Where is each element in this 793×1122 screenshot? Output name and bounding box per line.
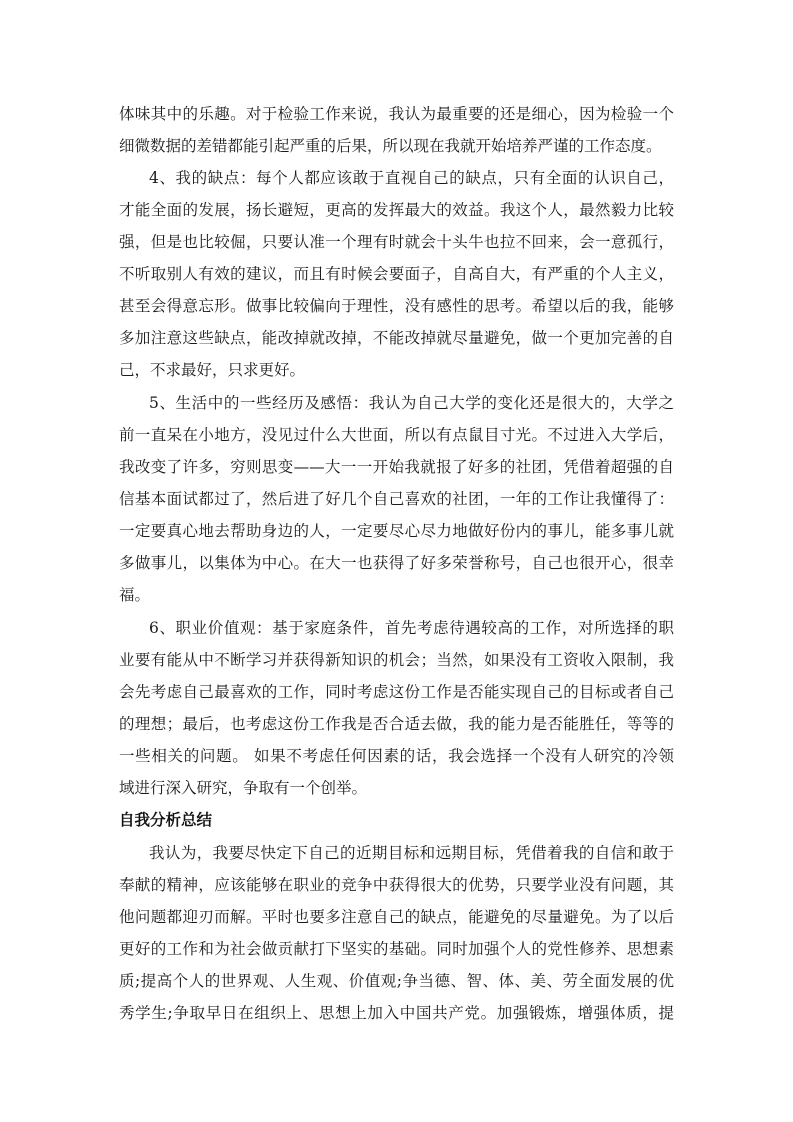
- body-text-line: 我改变了许多，穷则思变——大一一开始我就报了好多的社团，凭借着超强的自: [119, 458, 674, 476]
- body-text-line: 的理想；最后，也考虑这份工作我是否合适去做，我的能力是否能胜任，等等的: [119, 715, 674, 733]
- body-text-line: 体味其中的乐趣。对于检验工作来说，我认为最重要的还是细心，因为检验一个: [119, 105, 674, 123]
- body-text-line: 质;提高个人的世界观、人生观、价值观;争当德、智、体、美、劳全面发展的优: [119, 972, 674, 990]
- body-text-line: 不听取别人有效的建议，而且有时候会要面子，自高自大，有严重的个人主义，: [119, 265, 674, 283]
- body-text-line: 他问题都迎刃而解。平时也要多注意自己的缺点，能避免的尽量避免。为了以后: [119, 908, 674, 926]
- body-text-line: 6、职业价值观：基于家庭条件，首先考虑待遇较高的工作，对所选择的职: [149, 619, 674, 637]
- body-text-line: 多加注意这些缺点，能改掉就改掉，不能改掉就尽量避免，做一个更加完善的自: [119, 329, 674, 347]
- body-text-line: 秀学生;争取早日在组织上、思想上加入中国共产党。加强锻炼，增强体质，提: [119, 1004, 674, 1022]
- body-text-line: 4、我的缺点：每个人都应该敢于直视自己的缺点，只有全面的认识自己，: [149, 169, 674, 187]
- body-text-line: 业要有能从中不断学习并获得新知识的机会；当然，如果没有工资收入限制，我: [119, 651, 674, 669]
- section-heading: 自我分析总结: [119, 811, 213, 829]
- body-text-line: 细微数据的差错都能引起严重的后果，所以现在我就开始培养严谨的工作态度。: [119, 137, 662, 155]
- body-text-line: 会先考虑自己最喜欢的工作，同时考虑这份工作是否能实现自己的目标或者自己: [119, 683, 674, 701]
- body-text-line: 才能全面的发展，扬长避短，更高的发挥最大的效益。我这个人，最然毅力比较: [119, 201, 674, 219]
- body-text-line: 域进行深入研究，争取有一个创举。: [119, 779, 368, 797]
- body-text-line: 更好的工作和为社会做贡献打下坚实的基础。同时加强个人的党性修养、思想素: [119, 940, 674, 958]
- body-text-line: 一定要真心地去帮助身边的人，一定要尽心尽力地做好份内的事儿，能多事儿就: [119, 522, 674, 540]
- body-text-line: 强，但是也比较倔，只要认准一个理有时就会十头牛也拉不回来，会一意孤行，: [119, 233, 674, 251]
- body-text-line: 己，不求最好，只求更好。: [119, 361, 306, 379]
- body-text-line: 我认为，我要尽快定下自己的近期目标和远期目标，凭借着我的自信和敢于: [149, 844, 674, 862]
- body-text-line: 多做事儿，以集体为中心。在大一也获得了好多荣誉称号，自己也很开心，很幸: [119, 554, 674, 572]
- body-text-line: 福。: [119, 586, 151, 604]
- body-text-line: 奉献的精神，应该能够在职业的竞争中获得很大的优势，只要学业没有问题，其: [119, 876, 674, 894]
- body-text-line: 5、生活中的一些经历及感悟：我认为自己大学的变化还是很大的，大学之: [149, 394, 674, 412]
- body-text-line: 前一直呆在小地方，没见过什么大世面，所以有点鼠目寸光。不过进入大学后，: [119, 426, 674, 444]
- body-text-line: 甚至会得意忘形。做事比较偏向于理性，没有感性的思考。希望以后的我，能够: [119, 297, 674, 315]
- body-text-line: 信基本面试都过了，然后进了好几个自己喜欢的社团，一年的工作让我懂得了：: [119, 490, 674, 508]
- body-text-line: 一些相关的问题。 如果不考虑任何因素的话，我会选择一个没有人研究的冷领: [119, 747, 674, 765]
